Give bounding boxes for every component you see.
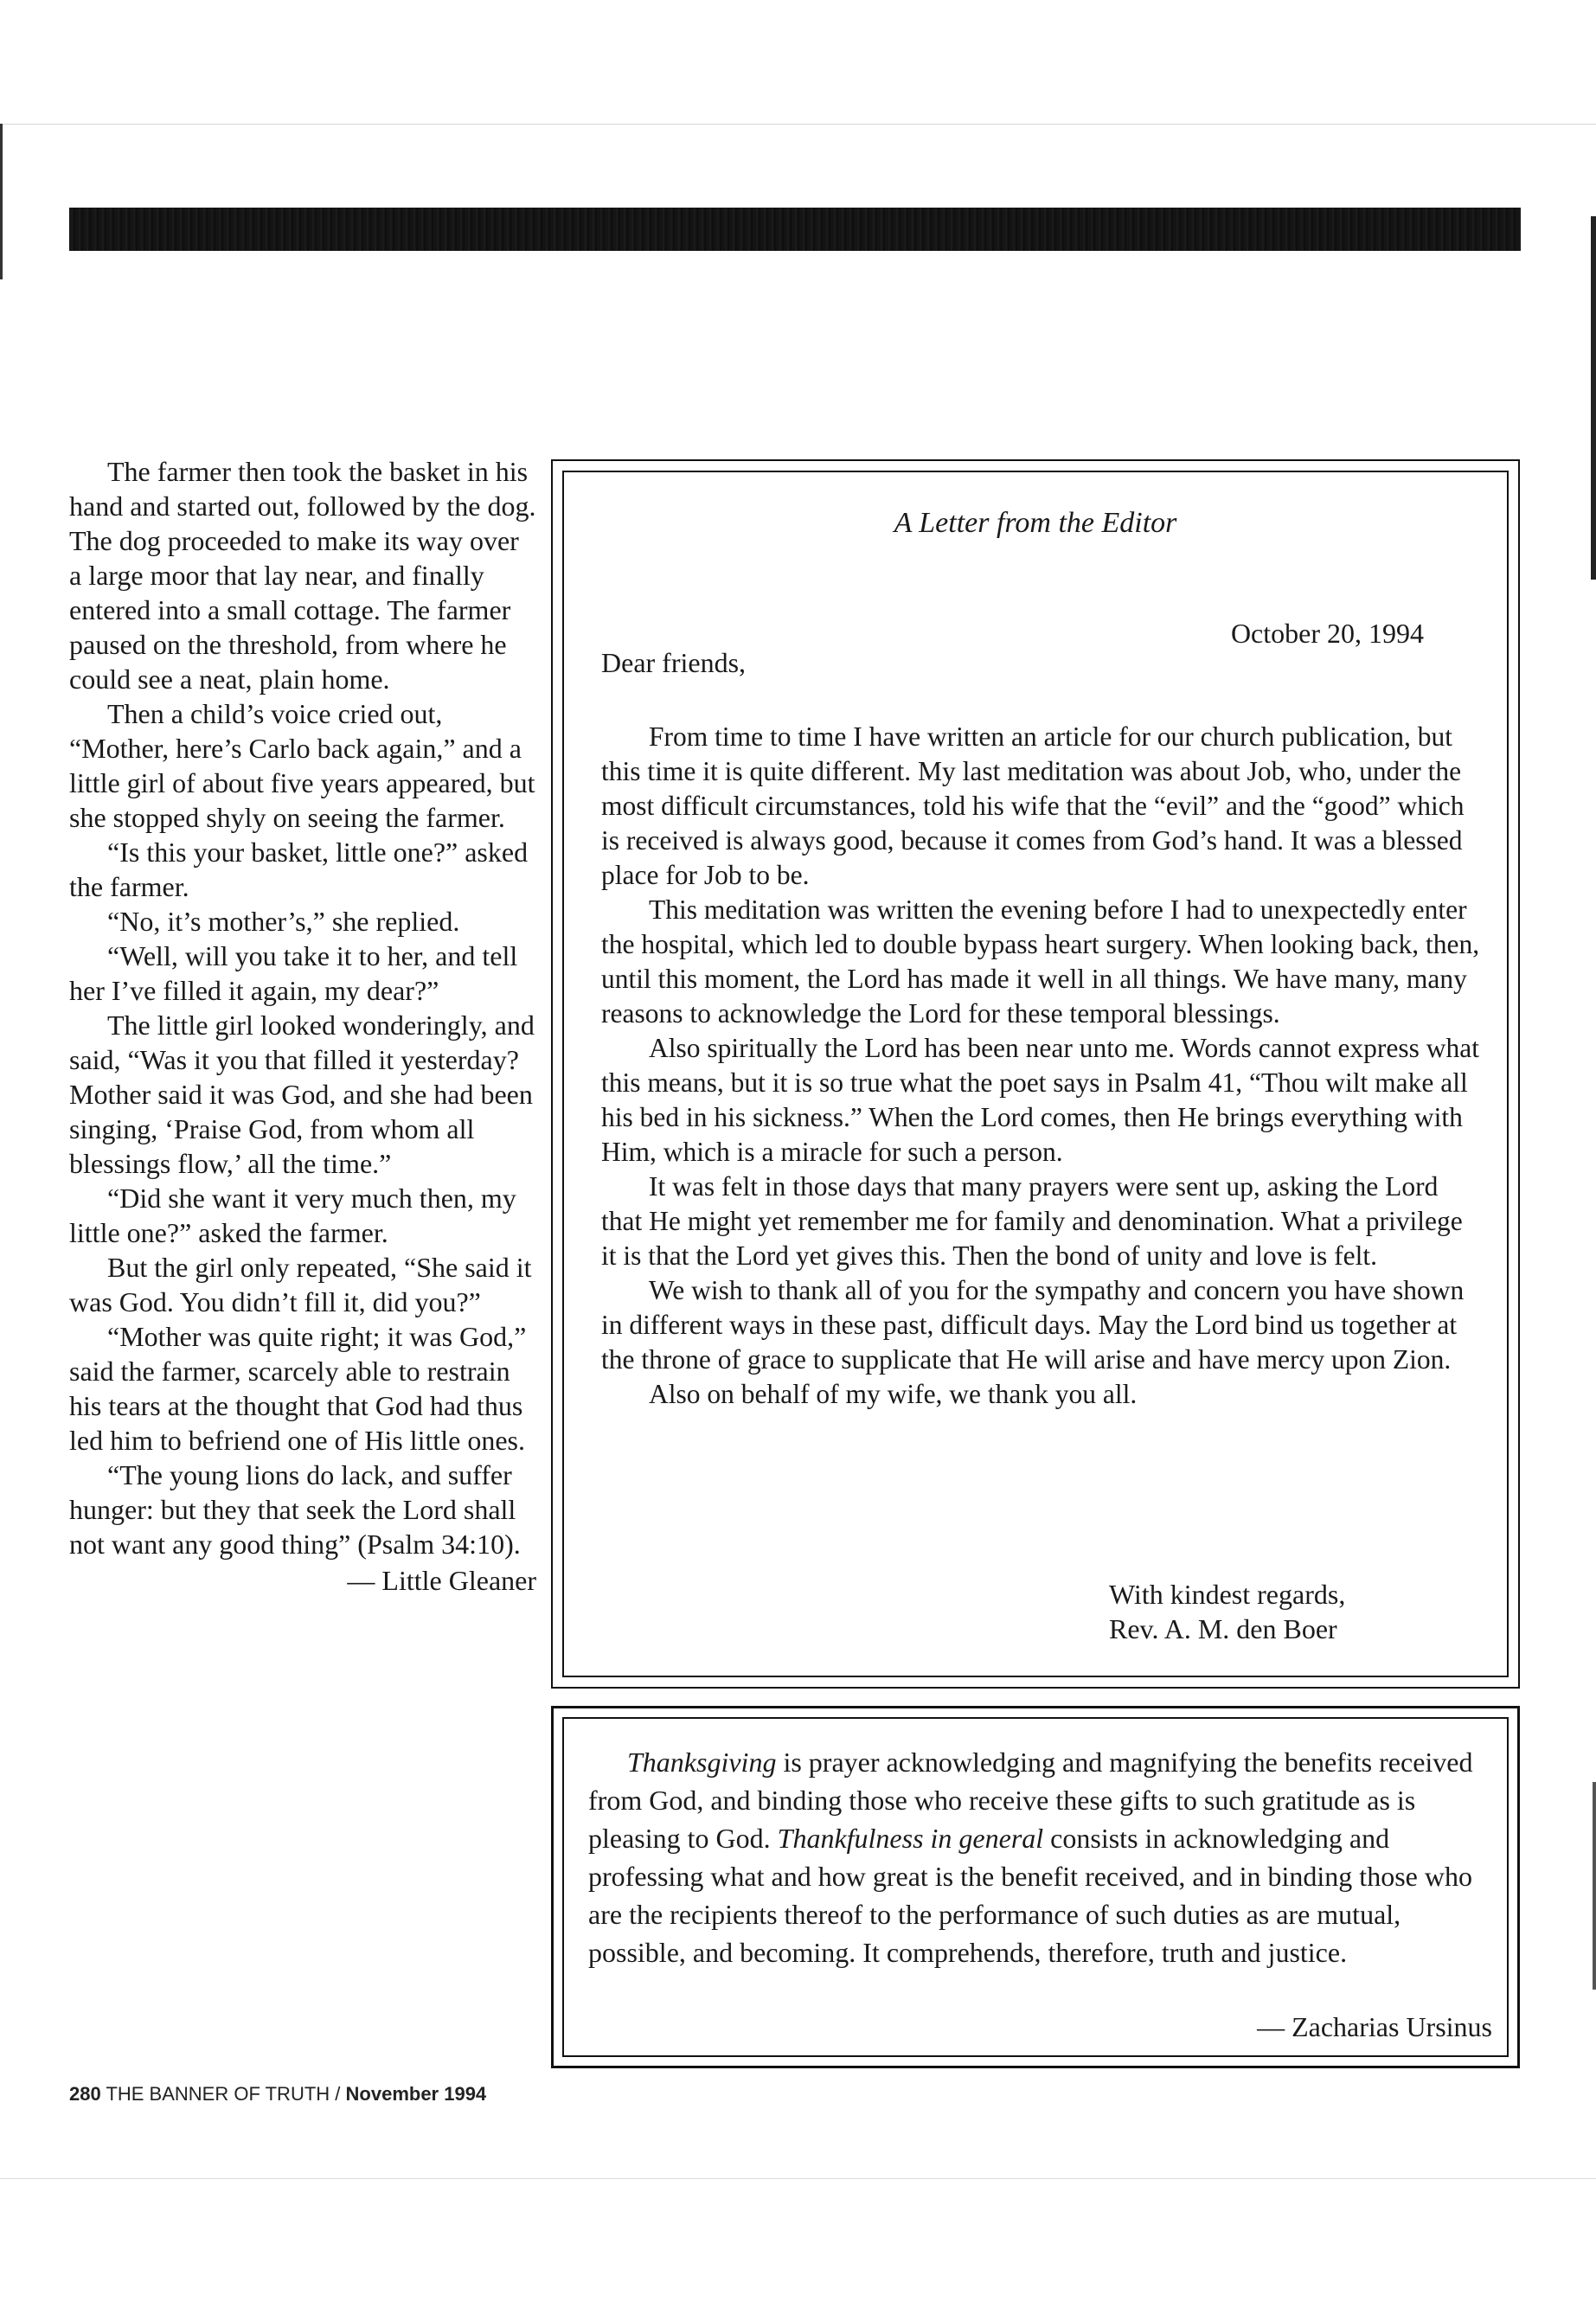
story-signature: — Little Gleaner — [347, 1565, 536, 1596]
scan-edge-right — [1591, 216, 1596, 580]
story-paragraph: “The young lions do lack, and suffer hunger: but they that seek the Lord shall not want any good thing” (Psalm 34:10). — [69, 1459, 521, 1560]
letter-signer: Rev. A. M. den Boer — [1109, 1613, 1337, 1644]
story-paragraph: “Mother was quite right; it was God,” said the farmer, scarcely able to restrain his tears at the thought that God had thus led him to befriend one of His little ones. — [69, 1321, 527, 1456]
story-column — [69, 454, 536, 1598]
quote-attribution: — Zacharias Ursinus — [1257, 2011, 1492, 2042]
letter-closing-block — [1109, 1577, 1345, 1646]
letter-body — [601, 720, 1484, 1412]
issue-date: November 1994 — [345, 2083, 487, 2105]
letter-title: A Letter from the Editor — [894, 507, 1177, 539]
letter-paragraph: Also on behalf of my wife, we thank you all. — [649, 1379, 1138, 1409]
editor-letter-box — [551, 459, 1520, 1689]
page-footer — [69, 2083, 486, 2106]
story-paragraph: “Well, will you take it to her, and tell her I’ve filled it again, my dear?” — [69, 940, 518, 1006]
story-paragraph: The little girl looked wonderingly, and said, “Was it you that filled it yesterday? Mother said it was God, and she had been singing, ‘Praise God, from whom all blessings flow,’ all the time.” — [69, 1009, 535, 1179]
quote-inner-border — [562, 1717, 1509, 2057]
story-paragraph: “Did she want it very much then, my little one?” asked the farmer. — [69, 1183, 516, 1248]
quote-term-thankfulness: Thankfulness in general — [777, 1823, 1044, 1854]
quote-text — [588, 1743, 1488, 1971]
scan-edge-left — [0, 124, 3, 279]
page-edge-bottom — [0, 2178, 1596, 2179]
story-paragraph: But the girl only repeated, “She said it was God. You didn’t fill it, did you?” — [69, 1252, 532, 1317]
letter-paragraph: Also spiritually the Lord has been near unto me. Words cannot express what this means, but it is so true what the poet says in Psalm 41, “Thou wilt make all his bed in his sickness.” When the Lord comes, then He brings everything with Him, which is a miracle for such a person. — [601, 1033, 1480, 1167]
letter-greeting: Dear friends, — [601, 647, 747, 678]
quote-box — [551, 1706, 1520, 2068]
page-edge-top — [0, 124, 1596, 125]
quote-term-thanksgiving: Thanksgiving — [627, 1747, 777, 1778]
scan-edge-right-lower — [1593, 1782, 1596, 1990]
quote-text-part: is prayer acknowledging and magnifying the benefits received from God, and binding those who receive these gifts to such gratitude as is pleasing to God. — [588, 1747, 1473, 1854]
letter-paragraph: From time to time I have written an article for our church publication, but this time it is quite different. My last meditation was about Job, who, under the most difficult circumstances, told his wife that the “evil” and the “good” which is received is always good, because it comes from God’s hand. It was a blessed place for Job to be. — [601, 721, 1465, 890]
letter-closing: With kindest regards, — [1109, 1579, 1346, 1610]
publication-name: THE BANNER OF TRUTH / — [106, 2083, 341, 2105]
editor-letter-inner-border — [562, 471, 1509, 1677]
header-banner-bar — [69, 208, 1521, 251]
letter-paragraph: This meditation was written the evening before I had to unexpectedly enter the hospital, which led to double bypass heart surgery. When looking back, then, until this moment, the Lord has made it well in all things. We have many, many reasons to acknowledge the Lord for these temporal blessings. — [601, 894, 1480, 1029]
page-number: 280 — [69, 2083, 101, 2105]
story-paragraph: The farmer then took the basket in his hand and started out, followed by the dog. The dog proceeded to make its way over a large moor that lay near, and finally entered into a small cottage. The farmer paused on the threshold, from where he could see a neat, plain home. — [69, 456, 536, 695]
story-paragraph: “No, it’s mother’s,” she replied. — [107, 906, 460, 937]
quote-paragraph — [588, 1743, 1488, 1971]
story-paragraph: “Is this your basket, little one?” asked the farmer. — [69, 836, 529, 902]
letter-date: October 20, 1994 — [1230, 618, 1424, 649]
letter-paragraph: It was felt in those days that many prayers were sent up, asking the Lord that He might yet remember me for family and denomination. What a privilege it is that the Lord yet gives this. Then the bond of unity and love is felt. — [601, 1171, 1463, 1271]
letter-paragraph: We wish to thank all of you for the sympathy and concern you have shown in different ways in these past, difficult days. May the Lord bind us together at the throne of grace to supplicate that He will arise and have mercy upon Zion. — [601, 1275, 1465, 1375]
story-paragraph: Then a child’s voice cried out, “Mother, here’s Carlo back again,” and a little girl of about five years appeared, but she stopped shyly on seeing the farmer. — [69, 698, 535, 833]
quote-text-part: consists in acknowledging and professing what and how great is the benefit received, and in binding those who are the recipients thereof to the performance of such duties as are mutual, possible, and becoming. It comprehends, therefore, truth and justice. — [588, 1823, 1472, 1968]
